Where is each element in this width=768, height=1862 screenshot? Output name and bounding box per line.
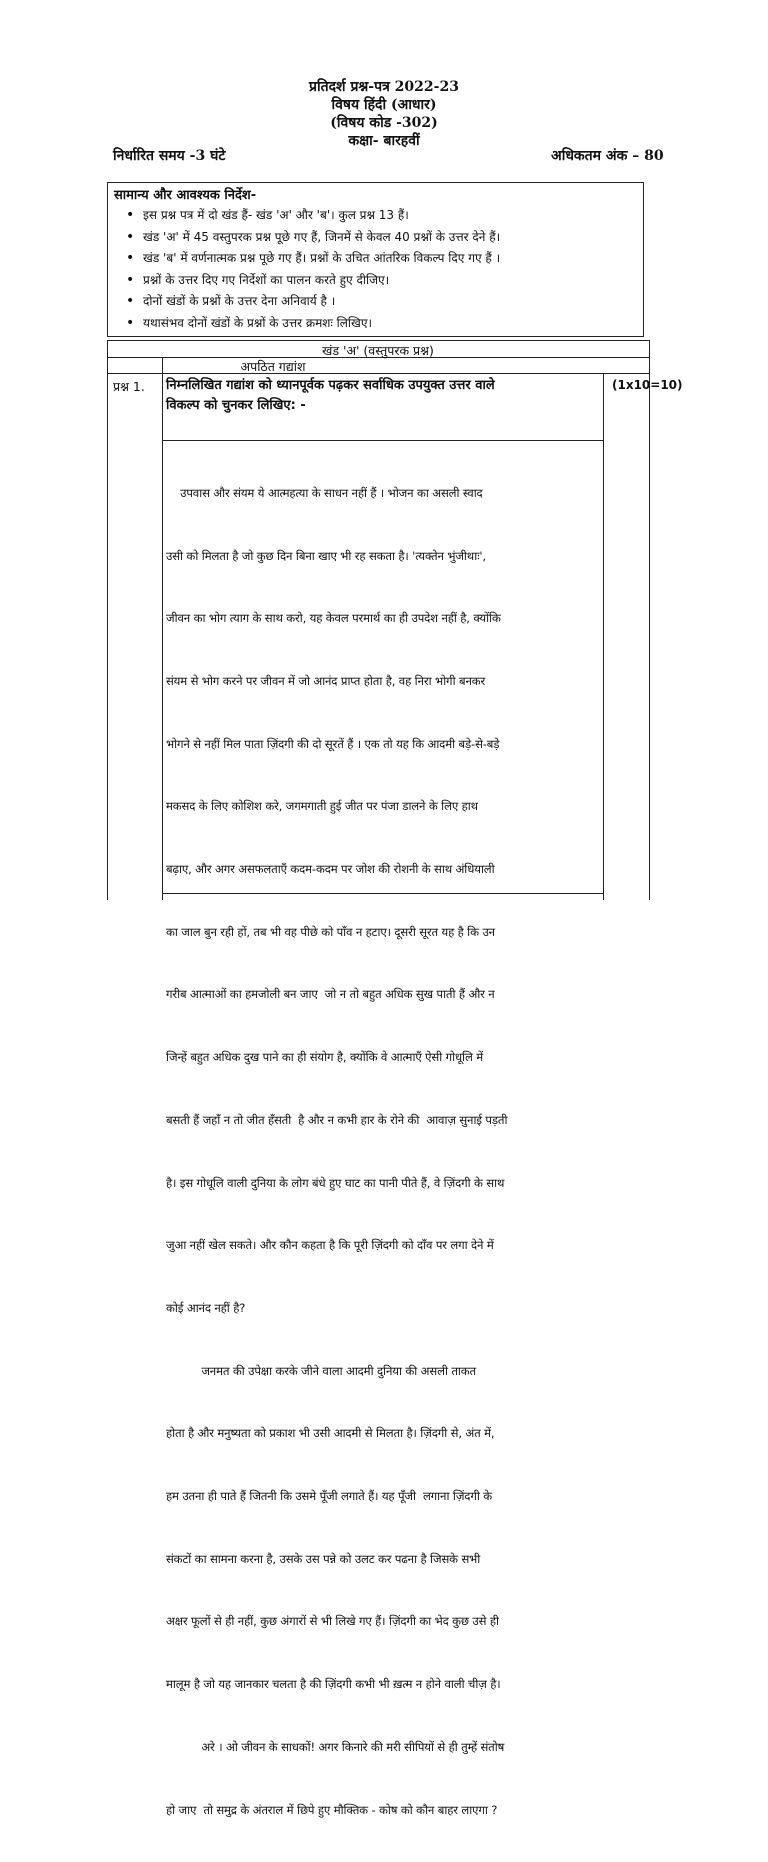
question-instruction bbox=[166, 376, 596, 416]
passage-line: बढ़ाए, और अगर असफलताएँ कदम-कदम पर जोश की रोशनी के साथ अंधियाली bbox=[166, 862, 495, 877]
instruction-item: • दोनों खंडों के प्रश्नों के उत्तर देना अनिवार्य है । bbox=[143, 291, 500, 313]
class-label: कक्षा- बारहवीं bbox=[348, 133, 420, 149]
passage-line: जीवन का भोग त्याग के साथ करो, यह केवल परमार्थ का ही उपदेश नहीं है, क्योंकि bbox=[166, 611, 501, 626]
instruction-item: • प्रश्नों के उत्तर दिए गए निर्देशों का पालन करते हुए दीजिए। bbox=[143, 270, 500, 292]
passage-heading: अपठित गद्यांश bbox=[240, 359, 306, 374]
passage-line: होता है और मनुष्यता को प्रकाश भी उसी आदमी से मिलता है। ज़िंदगी से, अंत में, bbox=[166, 1426, 495, 1441]
subject-title: विषय हिंदी (आधार) bbox=[331, 97, 437, 113]
passage-line: अरे । ओ जीवन के साधकों! अगर किनारे की मरी सीपियों से ही तुम्हें संतोष bbox=[166, 1739, 505, 1754]
passage-line: हम उतना ही पाते हैं जितनी कि उसमे पूँजी लगाते हैं। यह पूँजी लगाना ज़िंदगी के bbox=[166, 1489, 492, 1504]
passage-line: जिन्हें बहुत अधिक दुख पाने का ही संयोग है, क्योंकि वे आत्माएँ ऐसी गोधूलि में bbox=[166, 1050, 484, 1065]
passage-line: बसती हैं जहाँ न तो जीत हँसती है और न कभी हार के रोने की आवाज़ सुनाई पड़ती bbox=[166, 1112, 508, 1127]
passage-line: गरीब आत्माओं का हमजोली बन जाए जो न तो बहुत अधिक सुख पाती हैं और न bbox=[166, 987, 495, 1002]
table-rule bbox=[107, 340, 649, 341]
instructions-box bbox=[107, 182, 644, 337]
instructions-title: सामान्य और आवश्यक निर्देश- bbox=[114, 188, 257, 203]
table-column-divider bbox=[162, 357, 163, 900]
instruction-item: • खंड 'अ' में 45 वस्तुपरक प्रश्न पूछे गए हैं, जिनमें से केवल 40 प्रश्नों के उत्तर देने हैं। bbox=[143, 227, 500, 249]
subject-code: (विषय कोड -302) bbox=[330, 115, 438, 131]
passage-line: मालूम है जो यह जानकार चलता है की ज़िंदगी कभी भी ख़त्म न होने वाली चीज़ है। bbox=[166, 1677, 501, 1692]
passage-line: हो जाए तो समुद्र के अंतराल में छिपे हुए मौक्तिक - कोष को कौन बाहर लाएगा ? bbox=[166, 1802, 498, 1817]
time-allowed: निर्धारित समय -3 घंटे bbox=[113, 148, 226, 164]
passage-line: का जाल बुन रही हों, तब भी वह पीछे को पाँव न हटाए। दूसरी सूरत यह है कि उन bbox=[166, 924, 495, 939]
passage-line: जनमत की उपेक्षा करके जीने वाला आदमी दुनिया की असली ताकत bbox=[166, 1363, 476, 1378]
passage-line: कोई आनंद नहीं है? bbox=[166, 1300, 246, 1315]
passage-line: संयम से भोग करने पर जीवन में जो आनंद प्राप्त होता है, वह निरा भोगी बनकर bbox=[166, 673, 486, 688]
question-number: प्रश्न 1. bbox=[113, 379, 145, 394]
passage-line: उपवास और संयम ये आत्महत्या के साधन नहीं हैं । भोजन का असली स्वाद bbox=[166, 485, 483, 500]
passage-line: उसी को मिलता है जो कुछ दिन बिना खाए भी रह सकता है। 'त्यक्तेन भुंजीथाः', bbox=[166, 548, 486, 563]
instruction-item: • इस प्रश्न पत्र में दो खंड हैं- खंड 'अ' और 'ब'। कुल प्रश्न 13 हैं। bbox=[143, 205, 500, 227]
paper-title: प्रतिदर्श प्रश्न-पत्र 2022-23 bbox=[309, 79, 459, 95]
passage-line: है। इस गोधूलि वाली दुनिया के लोग बंधे हुए घाट का पानी पीते हैं, वे ज़िंदगी के साथ bbox=[166, 1175, 505, 1190]
passage-line: मकसद के लिए कोशिश करे, जगमगाती हुई जीत पर पंजा डालने के लिए हाथ bbox=[166, 799, 478, 814]
question-instruction-line: विकल्प को चुनकर लिखिए: - bbox=[166, 398, 306, 413]
unseen-passage bbox=[166, 441, 602, 1862]
passage-line: अक्षर फूलों से ही नहीं, कुछ अंगारों से भी लिखे गए हैं। ज़िंदगी का भेद कुछ उसे ही bbox=[166, 1614, 499, 1629]
instructions-list bbox=[126, 205, 500, 334]
instruction-item: • यथासंभव दोनों खंडों के प्रश्नों के उत्तर क्रमशः लिखिए। bbox=[143, 313, 500, 335]
instruction-item: • खंड 'ब' में वर्णनात्मक प्रश्न पूछे गए हैं। प्रश्नों के उचित आंतरिक विकल्प दिए गए हैं । bbox=[143, 248, 500, 270]
table-border-right bbox=[649, 340, 650, 900]
maximum-marks: अधिकतम अंक – 80 bbox=[551, 148, 664, 164]
table-column-divider bbox=[603, 373, 604, 900]
question-instruction-line: निम्नलिखित गद्यांश को ध्यानपूर्वक पढ़कर सर्वाधिक उपयुक्त उत्तर वाले bbox=[166, 378, 495, 393]
passage-line: जुआ नहीं खेल सकते। और कौन कहता है कि पूरी ज़िंदगी को दाँव पर लगा देने में bbox=[166, 1238, 494, 1253]
section-title: खंड 'अ' (वस्तुपरक प्रश्न) bbox=[322, 343, 434, 358]
question-marks: (1x10=10) bbox=[612, 378, 683, 392]
passage-line: संकटों का सामना करना है, उसके उस पन्ने को उलट कर पढना है जिसके सभी bbox=[166, 1551, 481, 1566]
table-border-left bbox=[107, 340, 108, 900]
passage-line: भोगने से नहीं मिल पाता ज़िंदगी की दो सूरतें हैं । एक तो यह कि आदमी बड़े-से-बड़े bbox=[166, 736, 500, 751]
